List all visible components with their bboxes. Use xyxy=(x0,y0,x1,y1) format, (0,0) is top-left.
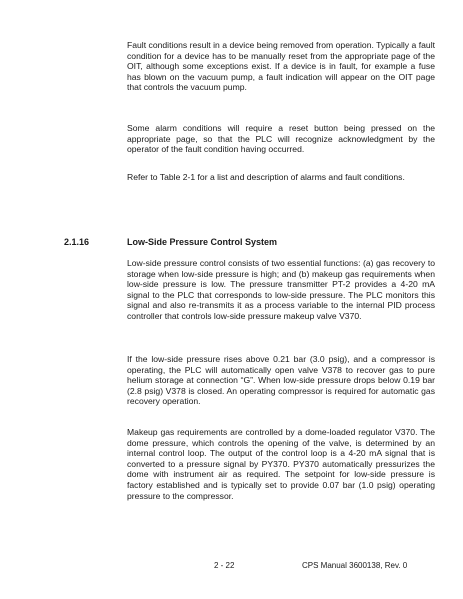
paragraph-makeup-gas: Makeup gas requirements are controlled by a dome-loaded regulator V370. The dome pressure, which controls the opening of the valve, is determined by an internal control loop. The output of the control loop is a 4-20 mA signal that is converted to a pressure signal by PY370. PY370 automatically pressurizes the dome with instrument air as required. The setpoint for low-side pressure is factory established and is typically set to provide 0.07 bar (1.0 psig) operating pressure to the compressor. xyxy=(127,427,435,501)
paragraph-fault-conditions: Fault conditions result in a device being removed from operation. Typically a fault condition for a device has to be manually reset from the appropriate page of the OIT, although some exceptions exist. If a device is in fault, for example a fuse has blown on the vacuum pump, a fault indication will appear on the OIT page that controls the vacuum pump. xyxy=(127,40,435,93)
paragraph-gas-recovery: If the low-side pressure rises above 0.21 bar (3.0 psig), and a compressor is operating, the PLC will automatically open valve V378 to recover gas to pure helium storage at connection “G”. When low-side pressure drops below 0.19 bar (2.8 psig) V378 is closed. An operating compressor is required for automatic gas recovery operation. xyxy=(127,354,435,407)
paragraph-alarm-reset: Some alarm conditions will require a reset button being pressed on the appropriate page, so that the PLC will recognize acknowledgment by the operator of the fault condition having occurred. xyxy=(127,123,435,155)
paragraph-table-reference: Refer to Table 2-1 for a list and description of alarms and fault conditions. xyxy=(127,172,405,182)
footer-document-id: CPS Manual 3600138, Rev. 0 xyxy=(302,561,408,570)
section-number: 2.1.16 xyxy=(64,237,90,247)
section-title: Low-Side Pressure Control System xyxy=(127,237,278,247)
footer-page-number: 2 - 22 xyxy=(214,561,235,570)
paragraph-low-side-overview: Low-side pressure control consists of two essential functions: (a) gas recovery to storage when low-side pressure is high; and (b) makeup gas requirements when low-side pressure is low. The pressure transmitter PT-2 provides a 4-20 mA signal to the PLC that corresponds to low-side pressure. The PLC monitors this signal and also re-transmits it as a process variable to the internal PID process controller that controls low-side pressure makeup valve V370. xyxy=(127,258,435,321)
